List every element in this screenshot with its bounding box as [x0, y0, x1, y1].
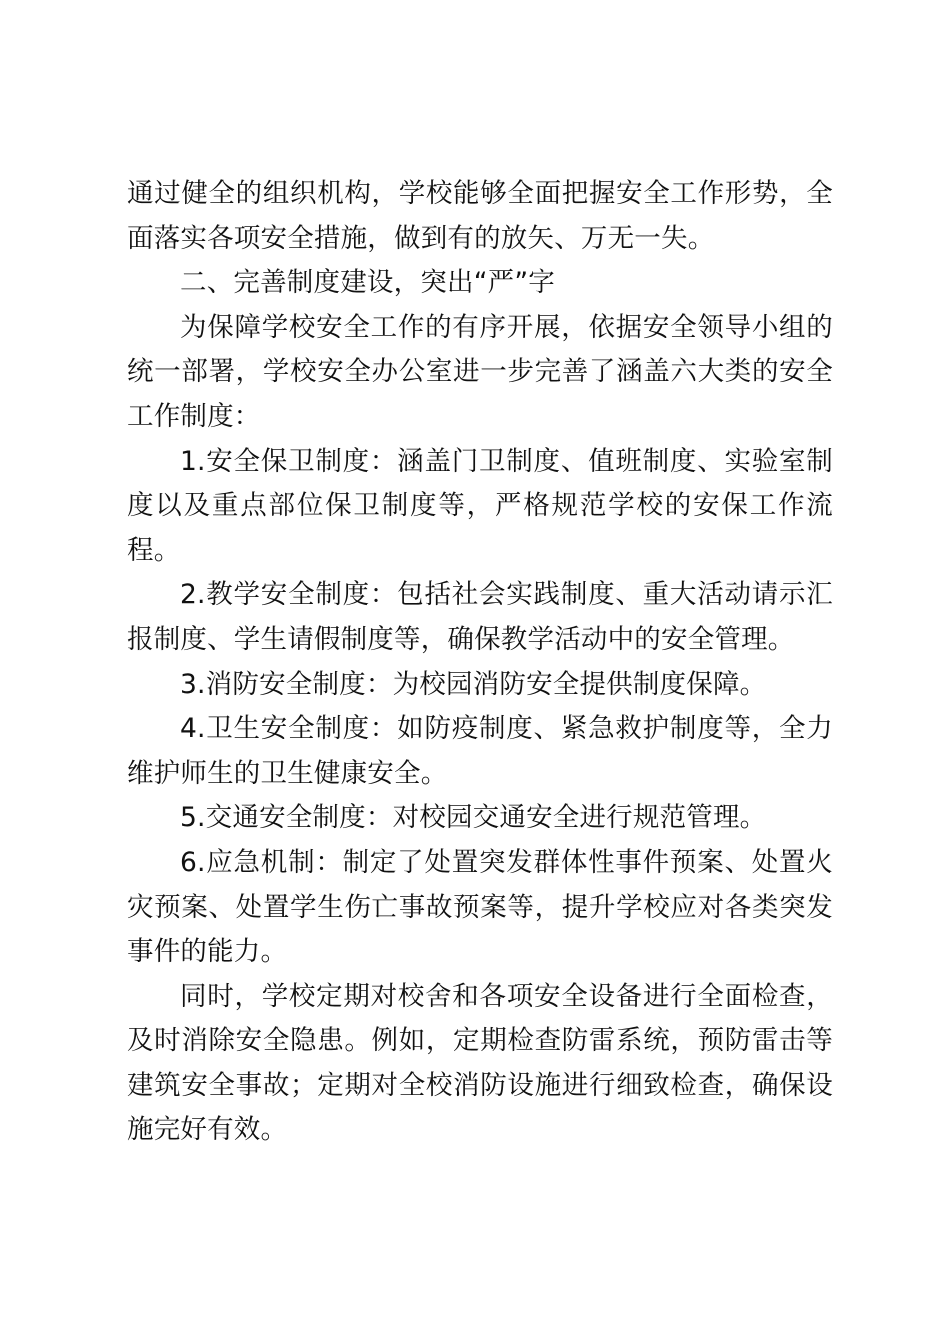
section-heading: 二、完善制度建设，突出“严”字 [180, 267, 555, 299]
document-body [127, 172, 833, 1153]
paragraph-continuation: 通过健全的组织机构，学校能够全面把握安全工作形势，全面落实各项安全措施，做到有的放矢、万无一失。 [127, 178, 833, 254]
paragraph-intro: 为保障学校安全工作的有序开展，依据安全领导小组的统一部署，学校安全办公室进一步完善了涵盖六大类的安全工作制度： [127, 311, 833, 432]
list-item-health: 4.卫生安全制度：如防疫制度、紧急救护制度等，全力维护师生的卫生健康安全。 [127, 713, 833, 789]
list-item-teaching: 2.教学安全制度：包括社会实践制度、重大活动请示汇报制度、学生请假制度等，确保教学活动中的安全管理。 [127, 579, 833, 655]
list-item-emergency: 6.应急机制：制定了处置突发群体性事件预案、处置火灾预案、处置学生伤亡事故预案等，提升学校应对各类突发事件的能力。 [127, 846, 833, 968]
list-item-fire: 3.消防安全制度：为校园消防安全提供制度保障。 [180, 668, 767, 700]
list-item-traffic: 5.交通安全制度：对校园交通安全进行规范管理。 [180, 802, 767, 834]
paragraph-inspection: 同时，学校定期对校舍和各项安全设备进行全面检查，及时消除安全隐患。例如，定期检查防雷系统，预防雷击等建筑安全事故；定期对全校消防设施进行细致检查，确保设施完好有效。 [127, 980, 833, 1146]
list-item-security: 1.安全保卫制度：涵盖门卫制度、值班制度、实验室制度以及重点部位保卫制度等，严格规范学校的安保工作流程。 [127, 445, 833, 566]
